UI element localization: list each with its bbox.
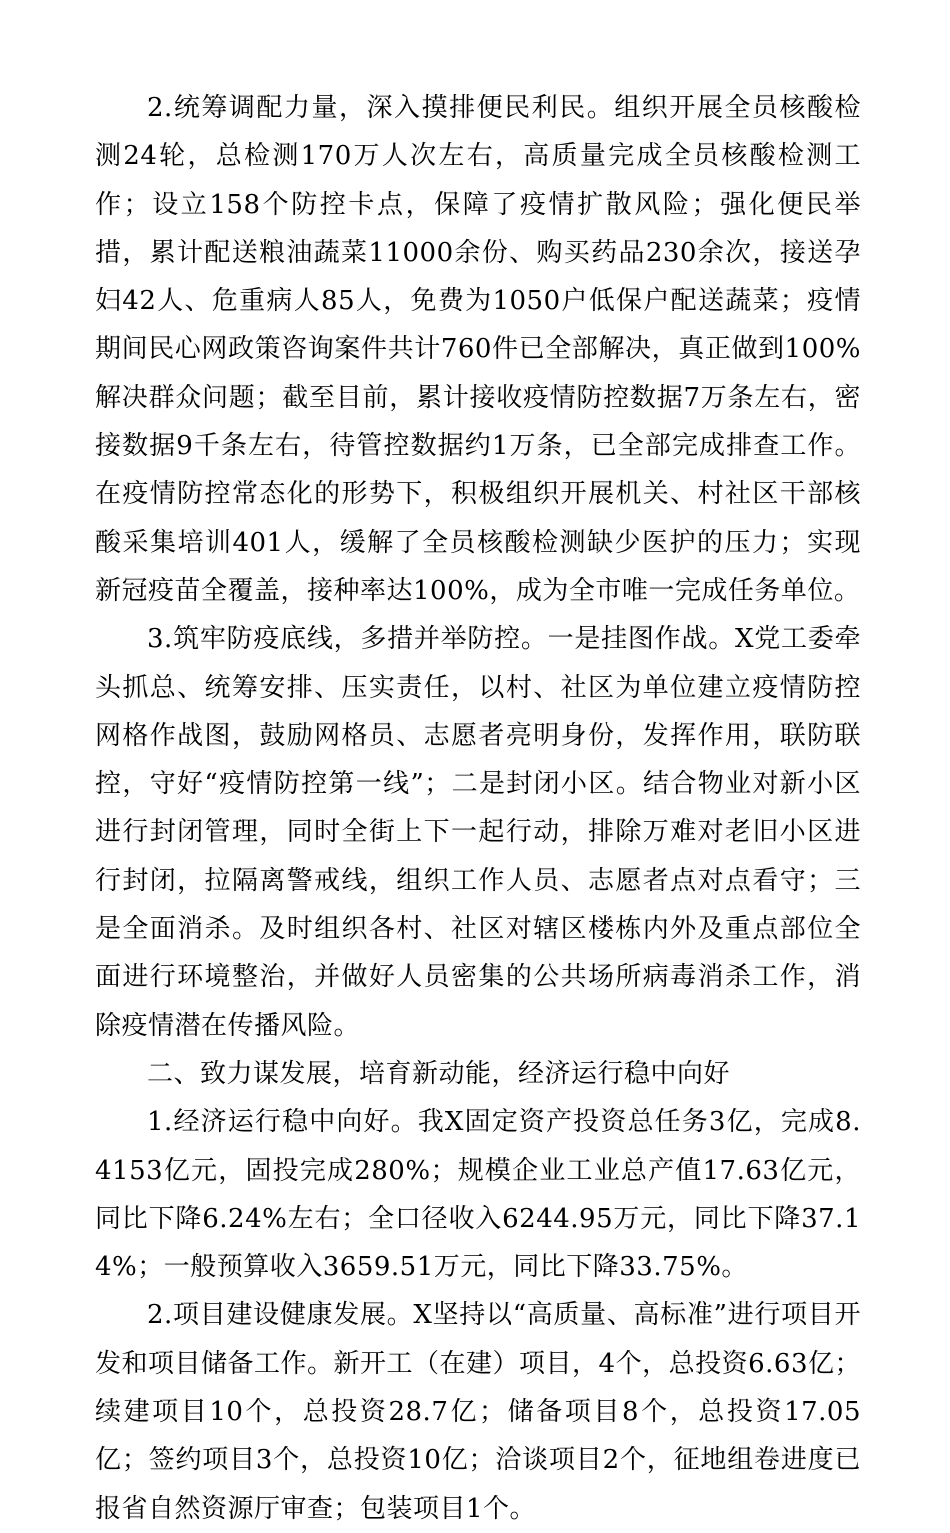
document-page <box>95 84 861 1533</box>
section-heading-development: 二、致力谋发展，培育新动能，经济运行稳中向好 <box>147 1058 731 1089</box>
paragraph-project-construction: 2.项目建设健康发展。X坚持以“高质量、高标准”进行项目开发和项目储备工作。新开工（在建）项目，4个，总投资6.63亿；续建项目10个，总投资28.7亿；储备项目8个，总投资17.05亿；签约项目3个，总投资10亿；洽谈项目2个，征地组卷进度已报省自然资源厅审查；包装项目1个。 <box>95 1300 861 1524</box>
paragraph-epidemic-services: 2.统筹调配力量，深入摸排便民利民。组织开展全员核酸检测24轮，总检测170万人次左右，高质量完成全员核酸检测工作；设立158个防控卡点，保障了疫情扩散风险；强化便民举措，累计配送粮油蔬菜11000余份、购买药品230余次，接送孕妇42人、危重病人85人，免费为1050户低保户配送蔬菜；疫情期间民心网政策咨询案件共计760件已全部解决，真正做到100%解决群众问题；截至目前，累计接收疫情防控数据7万条左右，密接数据9千条左右，待管控数据约1万条，已全部完成排查工作。在疫情防控常态化的形势下，积极组织开展机关、村社区干部核酸采集培训401人，缓解了全员核酸检测缺少医护的压力；实现新冠疫苗全覆盖，接种率达100%，成为全市唯一完成任务单位。 <box>95 93 861 606</box>
paragraph-epidemic-prevention: 3.筑牢防疫底线，多措并举防控。一是挂图作战。X党工委牵头抓总、统筹安排、压实责任，以村、社区为单位建立疫情防控网格作战图，鼓励网格员、志愿者亮明身份，发挥作用，联防联控，守好“疫情防控第一线”；二是封闭小区。结合物业对新小区进行封闭管理，同时全街上下一起行动，排除万难对老旧小区进行封闭，拉隔离警戒线，组织工作人员、志愿者点对点看守；三是全面消杀。及时组织各村、社区对辖区楼栋内外及重点部位全面进行环境整治，并做好人员密集的公共场所病毒消杀工作，消除疫情潜在传播风险。 <box>95 624 861 1041</box>
paragraph-economic-performance: 1.经济运行稳中向好。我X固定资产投资总任务3亿，完成8.4153亿元，固投完成280%；规模企业工业总产值17.63亿元，同比下降6.24%左右；全口径收入6244.95万元，同比下降37.14%；一般预算收入3659.51万元，同比下降33.75%。 <box>95 1107 861 1283</box>
